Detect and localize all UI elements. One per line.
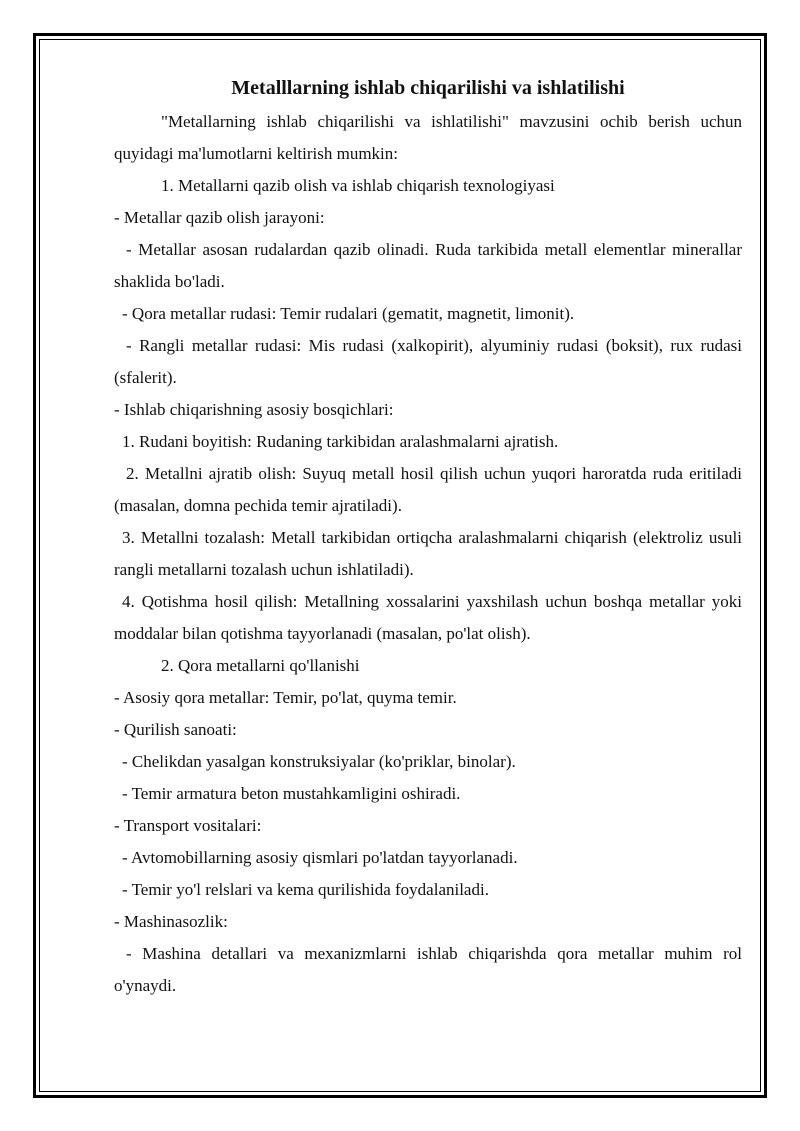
paragraph: - Chelikdan yasalgan konstruksiyalar (ko'priklar, binolar). (122, 752, 516, 771)
paragraph: - Temir armatura beton mustahkamligini oshiradi. (122, 784, 461, 803)
document-body (114, 72, 742, 1002)
paragraph: - Avtomobillarning asosiy qismlari po'latdan tayyorlanadi. (122, 848, 518, 867)
paragraph: - Mashina detallari va mexanizmlarni ishlab chiqarishda qora metallar muhim rol o'ynaydi. (114, 944, 742, 995)
paragraph: - Rangli metallar rudasi: Mis rudasi (xalkopirit), alyuminiy rudasi (boksit), rux rudasi (sfalerit). (114, 336, 742, 387)
paragraph: - Transport vositalari: (114, 816, 262, 835)
paragraph: - Metallar qazib olish jarayoni: (114, 208, 325, 227)
paragraph: - Ishlab chiqarishning asosiy bosqichlari: (114, 400, 394, 419)
paragraph: 1. Rudani boyitish: Rudaning tarkibidan aralashmalarni ajratish. (122, 432, 559, 451)
paragraph: - Mashinasozlik: (114, 912, 228, 931)
paragraph: 2. Metallni ajratib olish: Suyuq metall hosil qilish uchun yuqori haroratda ruda eritiladi (masalan, domna pechida temir ajratiladi). (114, 464, 742, 515)
paragraph: - Metallar asosan rudalardan qazib olinadi. Ruda tarkibida metall elementlar minerallar shaklida bo'ladi. (114, 240, 742, 291)
paragraph: - Qora metallar rudasi: Temir rudalari (gematit, magnetit, limonit). (122, 304, 575, 323)
section-heading-1: 1. Metallarni qazib olish va ishlab chiqarish texnologiyasi (161, 176, 555, 195)
paragraph: 4. Qotishma hosil qilish: Metallning xossalarini yaxshilash uchun boshqa metallar yoki moddalar bilan qotishma tayyorlanadi (masalan, po'lat olish). (114, 592, 742, 643)
document-title: Metalllarning ishlab chiqarilishi va ishlatilishi (231, 77, 625, 99)
paragraph: - Qurilish sanoati: (114, 720, 237, 739)
section-heading-2: 2. Qora metallarni qo'llanishi (161, 656, 360, 675)
paragraph: 3. Metallni tozalash: Metall tarkibidan ortiqcha aralashmalarni chiqarish (elektroliz usuli rangli metallarni tozalash uchun ishlatiladi). (114, 528, 742, 579)
paragraph: - Asosiy qora metallar: Temir, po'lat, quyma temir. (114, 688, 457, 707)
paragraph: - Temir yo'l relslari va kema qurilishida foydalaniladi. (122, 880, 489, 899)
intro-paragraph: "Metallarning ishlab chiqarilishi va ishlatilishi" mavzusini ochib berish uchun quyidagi ma'lumotlarni keltirish mumkin: (114, 112, 742, 163)
